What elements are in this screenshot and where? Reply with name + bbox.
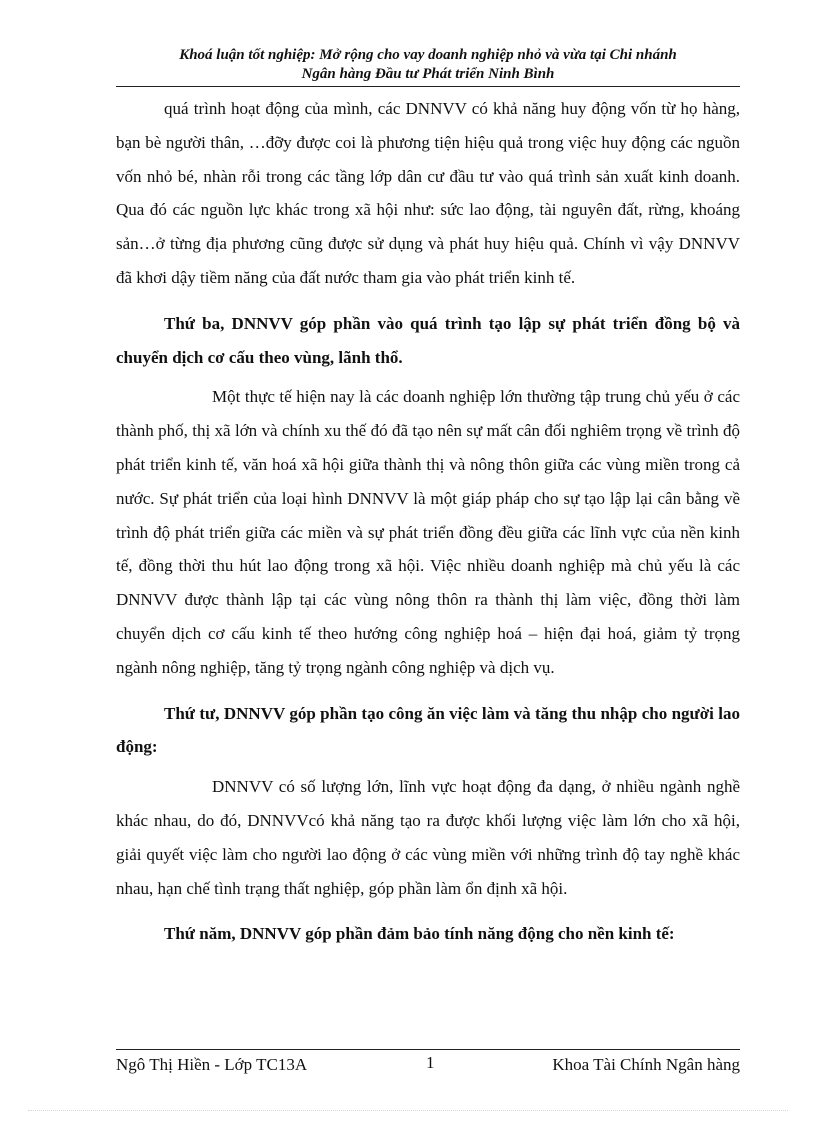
footer-divider (116, 1049, 740, 1050)
running-header (116, 46, 740, 87)
paragraph-continuation: quá trình hoạt động của mình, các DNNVV có khả năng huy động vốn từ họ hàng, bạn bè người thân, …đỡy được coi là phương tiện hiệu quả trong việc huy động các nguồn vốn nhỏ bé, nhàn rỗi trong các tầng lớp dân cư đầu tư vào quá trình sản xuất kinh doanh. Qua đó các nguồn lực khác trong xã hội như: sức lao động, tài nguyên đất, rừng, khoáng sản…ở từng địa phương cũng được sử dụng và phát huy hiệu quả. Chính vì vậy DNNVV đã khơi dậy tiềm năng của đất nước tham gia vào phát triển kinh tế. (116, 99, 740, 287)
footer-department: Khoa Tài Chính Ngân hàng (552, 1055, 740, 1074)
document-body (116, 92, 740, 951)
paragraph-thu-tu: DNNVV có số lượng lớn, lĩnh vực hoạt động đa dạng, ở nhiều ngành nghề khác nhau, do đó, DNNVVcó khả năng tạo ra được khối lượng việc làm lớn cho xã hội, giải quyết việc làm cho người lao động ở các vùng miền với những trình độ tay nghề khác nhau, hạn chế tình trạng thất nghiệp, góp phần làm ổn định xã hội. (116, 777, 740, 898)
header-line-1: Khoá luận tốt nghiệp: Mở rộng cho vay doanh nghiệp nhỏ và vừa tại Chi nhánh (179, 47, 677, 63)
section-heading-thu-nam: Thứ năm, DNNVV góp phần đảm bảo tính năng động cho nền kinh tế: (164, 924, 675, 944)
section-heading-thu-ba: Thứ ba, DNNVV góp phần vào quá trình tạo lập sự phát triển đồng bộ và chuyển dịch cơ cấu theo vùng, lãnh thổ. (116, 313, 740, 367)
page-boundary (28, 1110, 788, 1111)
header-line-2: Ngân hàng Đầu tư Phát triển Ninh Bình (301, 66, 555, 82)
section-heading-thu-tu: Thứ tư, DNNVV góp phần tạo công ăn việc làm và tăng thu nhập cho người lao động: (116, 703, 740, 757)
page-number: 1 (426, 1053, 435, 1072)
paragraph-thu-ba: Một thực tế hiện nay là các doanh nghiệp lớn thường tập trung chủ yếu ở các thành phố, thị xã lớn và chính xu thế đó đã tạo nên sự mất cân đối nghiêm trọng về trình độ phát triển kinh tế, văn hoá xã hội giữa thành thị và nông thôn giữa các vùng miền trong cả nước. Sự phát triển của loại hình DNNVV là một giáp pháp cho sự tạo lập lại cân bằng về trình độ phát triển giữa các miền và sự phát triển đồng đều giữa các lĩnh vực của nền kinh tế, đồng thời thu hút lao động trong xã hội. Việc nhiều doanh nghiệp mà chủ yếu là các DNNVV được thành lập tại các vùng nông thôn ra thành thị làm việc, đồng thời làm chuyển dịch cơ cấu kinh tế theo hướng công nghiệp hoá – hiện đại hoá, giảm tỷ trọng ngành nông nghiệp, tăng tỷ trọng ngành công nghiệp và dịch vụ. (116, 387, 740, 677)
footer-author: Ngô Thị Hiền - Lớp TC13A (116, 1055, 308, 1074)
